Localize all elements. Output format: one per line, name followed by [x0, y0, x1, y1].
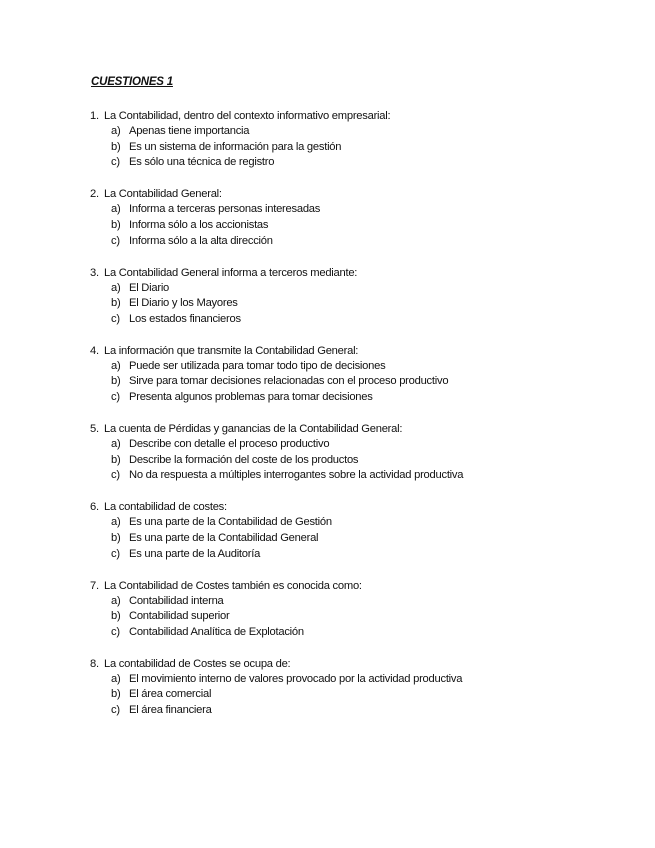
option-text: Es un sistema de información para la gestión: [129, 140, 342, 153]
option-b: [90, 531, 630, 547]
option-c: [90, 468, 630, 484]
option-letter: a): [111, 672, 121, 685]
option-text: Describe con detalle el proceso productivo: [129, 438, 330, 450]
option-letter: c): [111, 156, 120, 169]
option-text: Informa sólo a los accionistas: [129, 218, 269, 231]
question-4: [90, 343, 630, 406]
option-text: Es una parte de la Contabilidad de Gestión: [129, 516, 332, 529]
option-a: [90, 124, 630, 140]
option-text: Puede ser utilizada para tomar todo tipo de decisiones: [129, 359, 386, 372]
option-letter: a): [111, 594, 121, 607]
option-letter: b): [111, 453, 121, 466]
option-a: [90, 672, 630, 688]
question-text: La contabilidad de Costes se ocupa de:: [104, 657, 291, 670]
question-stem: [90, 343, 630, 359]
option-text: Informa a terceras personas interesadas: [129, 203, 321, 216]
option-letter: b): [111, 375, 121, 388]
option-letter: c): [111, 391, 120, 404]
question-5: [90, 421, 630, 484]
option-letter: c): [111, 312, 120, 325]
option-c: [90, 390, 630, 406]
option-c: [90, 703, 630, 719]
question-stem: [90, 421, 630, 437]
question-text: La Contabilidad, dentro del contexto informativo empresarial:: [104, 110, 391, 122]
question-number: 2.: [90, 188, 99, 201]
option-letter: a): [111, 203, 121, 216]
option-letter: b): [111, 531, 121, 544]
question-text: La cuenta de Pérdidas y ganancias de la Contabilidad General:: [104, 423, 403, 435]
option-letter: c): [111, 234, 120, 247]
option-text: Contabilidad Analítica de Explotación: [129, 625, 304, 638]
option-letter: c): [111, 704, 120, 717]
option-letter: b): [111, 218, 121, 231]
question-number: 7.: [90, 579, 99, 592]
option-a: [90, 359, 630, 375]
option-text: Es sólo una técnica de registro: [129, 156, 275, 169]
question-text: La contabilidad de costes:: [104, 501, 227, 514]
option-b: [90, 687, 630, 703]
option-text: El área financiera: [129, 704, 212, 717]
question-stem: [90, 578, 630, 594]
question-text: La Contabilidad de Costes también es conocida como:: [104, 579, 362, 592]
option-text: El área comercial: [129, 688, 212, 701]
question-6: [90, 499, 630, 562]
option-letter: b): [111, 140, 121, 153]
question-stem: [90, 186, 630, 202]
option-text: Describe la formación del coste de los productos: [129, 453, 359, 466]
question-1: [90, 108, 630, 171]
question-text: La Contabilidad General:: [104, 188, 222, 201]
option-text: Informa sólo a la alta dirección: [129, 234, 273, 247]
option-text: No da respuesta a múltiples interrogantes sobre la actividad productiva: [129, 469, 464, 482]
option-letter: a): [111, 281, 121, 294]
document-title: CUESTIONES 1: [91, 76, 173, 88]
option-text: Los estados financieros: [129, 312, 241, 325]
option-a: [90, 437, 630, 453]
option-a: [90, 202, 630, 218]
question-list: [90, 108, 630, 734]
option-a: [90, 281, 630, 297]
question-text: La Contabilidad General informa a terceros mediante:: [104, 266, 358, 279]
option-text: Es una parte de la Contabilidad General: [129, 531, 319, 544]
question-stem: [90, 108, 630, 124]
option-b: [90, 296, 630, 312]
option-letter: b): [111, 297, 121, 310]
question-stem: [90, 265, 630, 281]
option-letter: c): [111, 625, 120, 638]
question-number: 1.: [90, 110, 99, 122]
option-letter: b): [111, 610, 121, 623]
option-letter: c): [111, 547, 120, 560]
option-letter: a): [111, 438, 121, 450]
option-text: Presenta algunos problemas para tomar decisiones: [129, 391, 373, 404]
option-text: El movimiento interno de valores provocado por la actividad productiva: [129, 672, 463, 685]
option-letter: b): [111, 688, 121, 701]
option-text: Apenas tiene importancia: [129, 125, 250, 137]
question-8: [90, 656, 630, 719]
option-text: El Diario: [129, 281, 170, 294]
option-b: [90, 140, 630, 156]
option-c: [90, 547, 630, 563]
option-text: Contabilidad superior: [129, 610, 230, 623]
option-b: [90, 609, 630, 625]
option-c: [90, 234, 630, 250]
option-letter: c): [111, 469, 120, 482]
option-a: [90, 594, 630, 610]
question-number: 4.: [90, 344, 99, 357]
question-3: [90, 265, 630, 328]
option-text: Es una parte de la Auditoría: [129, 547, 261, 560]
question-7: [90, 578, 630, 641]
question-2: [90, 186, 630, 249]
question-number: 5.: [90, 423, 99, 435]
option-c: [90, 155, 630, 171]
option-a: [90, 515, 630, 531]
question-text: La información que transmite la Contabilidad General:: [104, 344, 359, 357]
question-number: 3.: [90, 266, 99, 279]
question-stem: [90, 499, 630, 515]
question-stem: [90, 656, 630, 672]
option-c: [90, 625, 630, 641]
option-text: Contabilidad interna: [129, 594, 224, 607]
option-text: Sirve para tomar decisiones relacionadas con el proceso productivo: [129, 375, 449, 388]
option-b: [90, 218, 630, 234]
option-b: [90, 374, 630, 390]
option-b: [90, 453, 630, 469]
option-letter: a): [111, 125, 121, 137]
option-letter: a): [111, 516, 121, 529]
option-letter: a): [111, 359, 121, 372]
question-number: 8.: [90, 657, 99, 670]
option-c: [90, 312, 630, 328]
option-text: El Diario y los Mayores: [129, 297, 238, 310]
question-number: 6.: [90, 501, 99, 514]
